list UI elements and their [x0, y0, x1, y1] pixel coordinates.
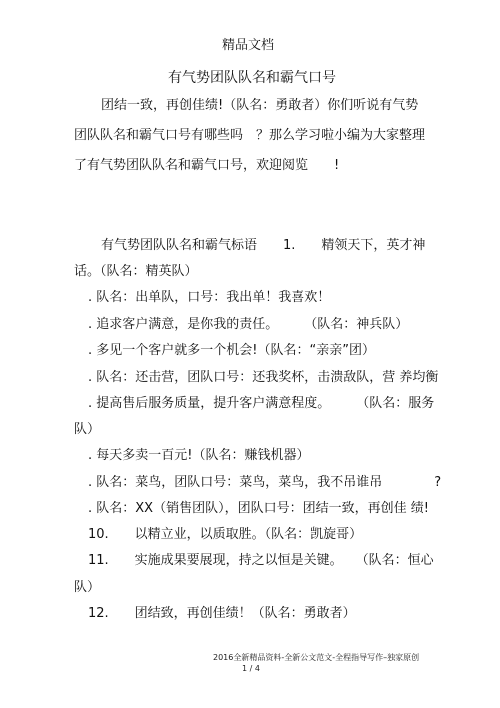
footer-note: 2016全新精品资料-全新公文范文-全程指导写作–独家原创 — [213, 653, 420, 662]
body-line: . 队名：XX（销售团队），团队口号：团结一致，再创佳 绩! — [88, 501, 429, 516]
body-line: . 队名：还击营，团队口号：还我奖杯，击溃敌队，营 养均衡 — [88, 370, 439, 385]
intro-line: 团队队名和霸气口号有哪些吗 ？那么学习啦小编为大家整理 — [74, 128, 426, 143]
body-line: 队） — [74, 580, 101, 595]
page-header: 精品文档 — [222, 38, 275, 53]
intro-line: 了有气势团队队名和霸气口号，欢迎阅览 ! — [74, 158, 340, 173]
body-line: 有气势团队队名和霸气标语 1. 精领天下，英才神 — [101, 238, 426, 253]
body-line: . 队名：菜鸟，团队口号：菜鸟，菜鸟，我不吊谁吊 ? — [88, 475, 442, 490]
body-line: . 队名：出单队，口号：我出单！我喜欢！ — [88, 290, 331, 305]
body-line: 10. 以精立业，以质取胜。（队名：凯旋哥） — [88, 527, 363, 542]
body-line: 话。（队名：精英队） — [74, 264, 198, 279]
body-line: 12. 团结致，再创佳绩！（队名：勇敢者） — [88, 606, 356, 621]
intro-line: 团结一致，再创佳绩!（队名：勇敢者）你们听说有气势 — [101, 98, 419, 113]
body-line: . 提高售后服务质量，提升客户满意程度。 （队名：服务 — [88, 396, 435, 411]
document-title: 有气势团队队名和霸气口号 — [168, 70, 336, 86]
body-line: 队） — [74, 422, 101, 437]
page-number: 1 / 4 — [242, 664, 260, 673]
body-line: 11. 实施成果要展现，持之以恒是关键。 （队名：恒心 — [88, 553, 434, 568]
body-line: . 每天多卖一百元!（队名：赚钱机器） — [88, 448, 310, 463]
body-line: . 多见一个客户就多一个机会!（队名：“亲亲”团） — [88, 343, 375, 358]
body-line: . 追求客户满意，是你我的责任。 （队名：神兵队） — [88, 317, 409, 332]
